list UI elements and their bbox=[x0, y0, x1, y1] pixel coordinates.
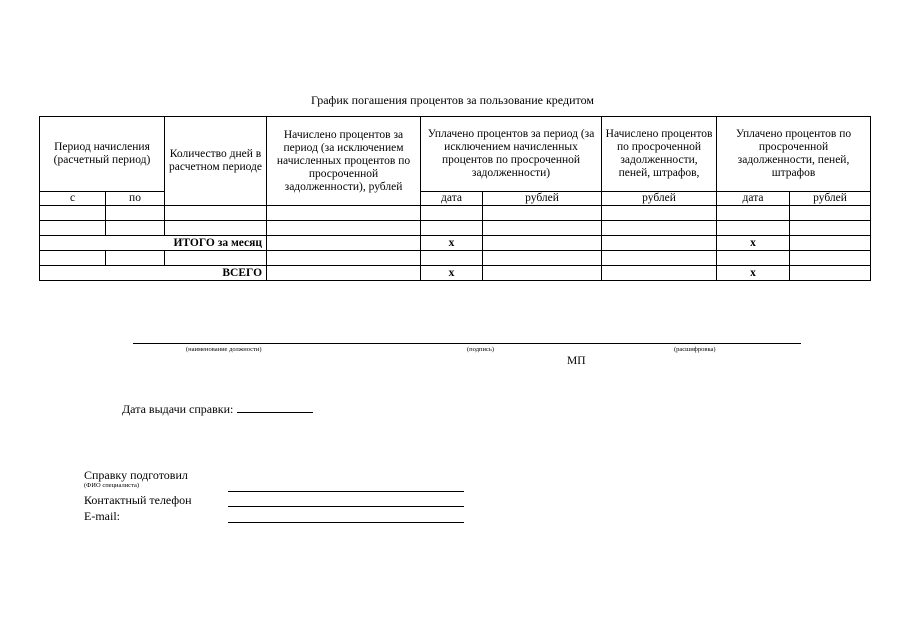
prepared-by-field[interactable] bbox=[228, 491, 464, 492]
repayment-schedule-table bbox=[39, 116, 871, 281]
header-days: Количество дней в расчетном периоде bbox=[165, 117, 267, 206]
header-accrued: Начислено процентов за период (за исключением начисленных процентов по просроченной задолженности), рублей bbox=[267, 117, 421, 206]
subheader-paid-date: дата bbox=[421, 192, 483, 206]
signature-label: (подпись) bbox=[467, 346, 494, 353]
month-total-label: ИТОГО за месяц bbox=[40, 236, 267, 251]
subheader-to: по bbox=[106, 192, 165, 206]
grand-total-row bbox=[40, 266, 871, 281]
header-overdue-paid: Уплачено процентов по просроченной задолженности, пеней, штрафов bbox=[717, 117, 871, 192]
subheader-overdue-paid-rub: рублей bbox=[790, 192, 871, 206]
page-title: График погашения процентов за пользование кредитом bbox=[311, 93, 594, 107]
subheader-overdue-accrued-rub: рублей bbox=[602, 192, 717, 206]
decoding-label: (расшифровка) bbox=[674, 346, 716, 353]
subheader-paid-rub: рублей bbox=[483, 192, 602, 206]
phone-label: Контактный телефон bbox=[84, 493, 192, 507]
header-overdue-accrued: Начислено процентов по просроченной задолженности, пеней, штрафов, bbox=[602, 117, 717, 192]
table-row bbox=[40, 206, 871, 221]
subheader-from: с bbox=[40, 192, 106, 206]
table-row bbox=[40, 221, 871, 236]
issue-date-label: Дата выдачи справки: bbox=[122, 402, 234, 416]
x-mark: x bbox=[717, 266, 790, 281]
subheader-overdue-paid-date: дата bbox=[717, 192, 790, 206]
issue-date-field[interactable] bbox=[237, 401, 313, 413]
email-field[interactable] bbox=[228, 522, 464, 523]
header-paid: Уплачено процентов за период (за исключением начисленных процентов по просроченной задолженности) bbox=[421, 117, 602, 192]
x-mark: x bbox=[717, 236, 790, 251]
month-total-row bbox=[40, 236, 871, 251]
x-mark: x bbox=[421, 266, 483, 281]
x-mark: x bbox=[421, 236, 483, 251]
header-period: Период начисления (расчетный период) bbox=[40, 117, 165, 192]
issue-date bbox=[122, 401, 313, 417]
grand-total-label: ВСЕГО bbox=[40, 266, 267, 281]
position-label: (наименование должности) bbox=[186, 346, 262, 353]
prepared-by-sublabel: (ФИО специалиста) bbox=[84, 482, 140, 489]
table-row bbox=[40, 251, 871, 266]
stamp-placeholder: МП bbox=[567, 355, 586, 367]
prepared-by-label: Справку подготовил bbox=[84, 468, 188, 482]
signature-line bbox=[133, 343, 801, 344]
email-label: E-mail: bbox=[84, 509, 120, 523]
phone-field[interactable] bbox=[228, 506, 464, 507]
